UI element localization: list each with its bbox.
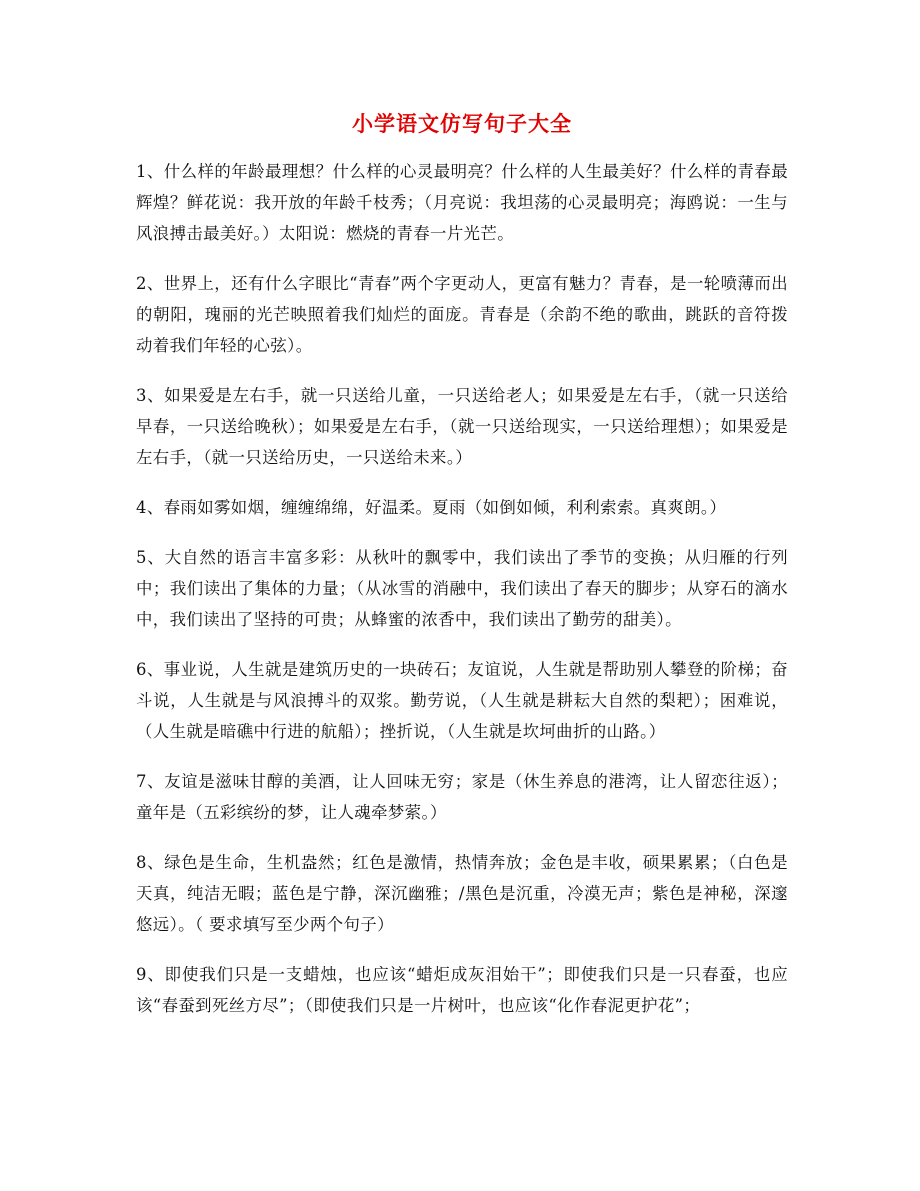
paragraph: 5、大自然的语言丰富多彩：从秋叶的飘零中，我们读出了季节的变换；从归雁的行列中；我们读出了集体的力量；（从冰雪的消融中，我们读出了春天的脚步；从穿石的滴水中，我们读出了坚持的可贵；从蜂蜜的浓香中，我们读出了勤劳的甜美）。	[136, 548, 788, 629]
paragraph: 3、如果爱是左右手，就一只送给儿童，一只送给老人；如果爱是左右手，（就一只送给早春，一只送给晚秋）；如果爱是左右手，（就一只送给现实，一只送给理想）；如果爱是左右手，（就一只送给历史，一只送给未来。）	[136, 386, 788, 467]
paragraph-list	[136, 156, 788, 1021]
paragraph: 1、什么样的年龄最理想？什么样的心灵最明亮？什么样的人生最美好？什么样的青春最辉煌？鲜花说：我开放的年龄千枝秀；（月亮说：我坦荡的心灵最明亮；海鸥说：一生与风浪搏击最美好。）太阳说：燃烧的青春一片光芒。	[136, 162, 788, 243]
paragraph: 8、绿色是生命，生机盎然；红色是激情，热情奔放；金色是丰收，硕果累累；（白色是天真，纯洁无暇；蓝色是宁静，深沉幽雅；/黑色是沉重，冷漠无声；紫色是神秘，深邃悠远）。（ 要求填写至少两个句子）	[136, 853, 788, 934]
page-title: 小学语文仿写句子大全	[352, 111, 572, 136]
paragraph: 9、即使我们只是一支蜡烛，也应该“蜡炬成灰泪始干”；即使我们只是一只春蚕，也应该“春蚕到死丝方尽”；（即使我们只是一片树叶，也应该“化作春泥更护花”；	[136, 965, 788, 1015]
paragraph: 2、世界上，还有什么字眼比“青春”两个字更动人，更富有魅力？青春，是一轮喷薄而出的朝阳，瑰丽的光芒映照着我们灿烂的面庞。青春是（余韵不绝的歌曲，跳跃的音符拨动着我们年轻的心弦）。	[136, 274, 788, 355]
paragraph: 4、春雨如雾如烟，缠缠绵绵，好温柔。夏雨（如倒如倾，利利索索。真爽朗。）	[136, 498, 727, 517]
paragraph: 6、事业说，人生就是建筑历史的一块砖石；友谊说，人生就是帮助别人攀登的阶梯；奋斗说，人生就是与风浪搏斗的双浆。勤劳说，（人生就是耕耘大自然的梨耙）；困难说，（人生就是暗礁中行进的航船）；挫折说，（人生就是坎坷曲折的山路。）	[136, 660, 788, 741]
paragraph: 7、友谊是滋味甘醇的美酒，让人回味无穷；家是（休生养息的港湾，让人留恋往返）；童年是（五彩缤纷的梦，让人魂牵梦萦。）	[136, 772, 788, 822]
